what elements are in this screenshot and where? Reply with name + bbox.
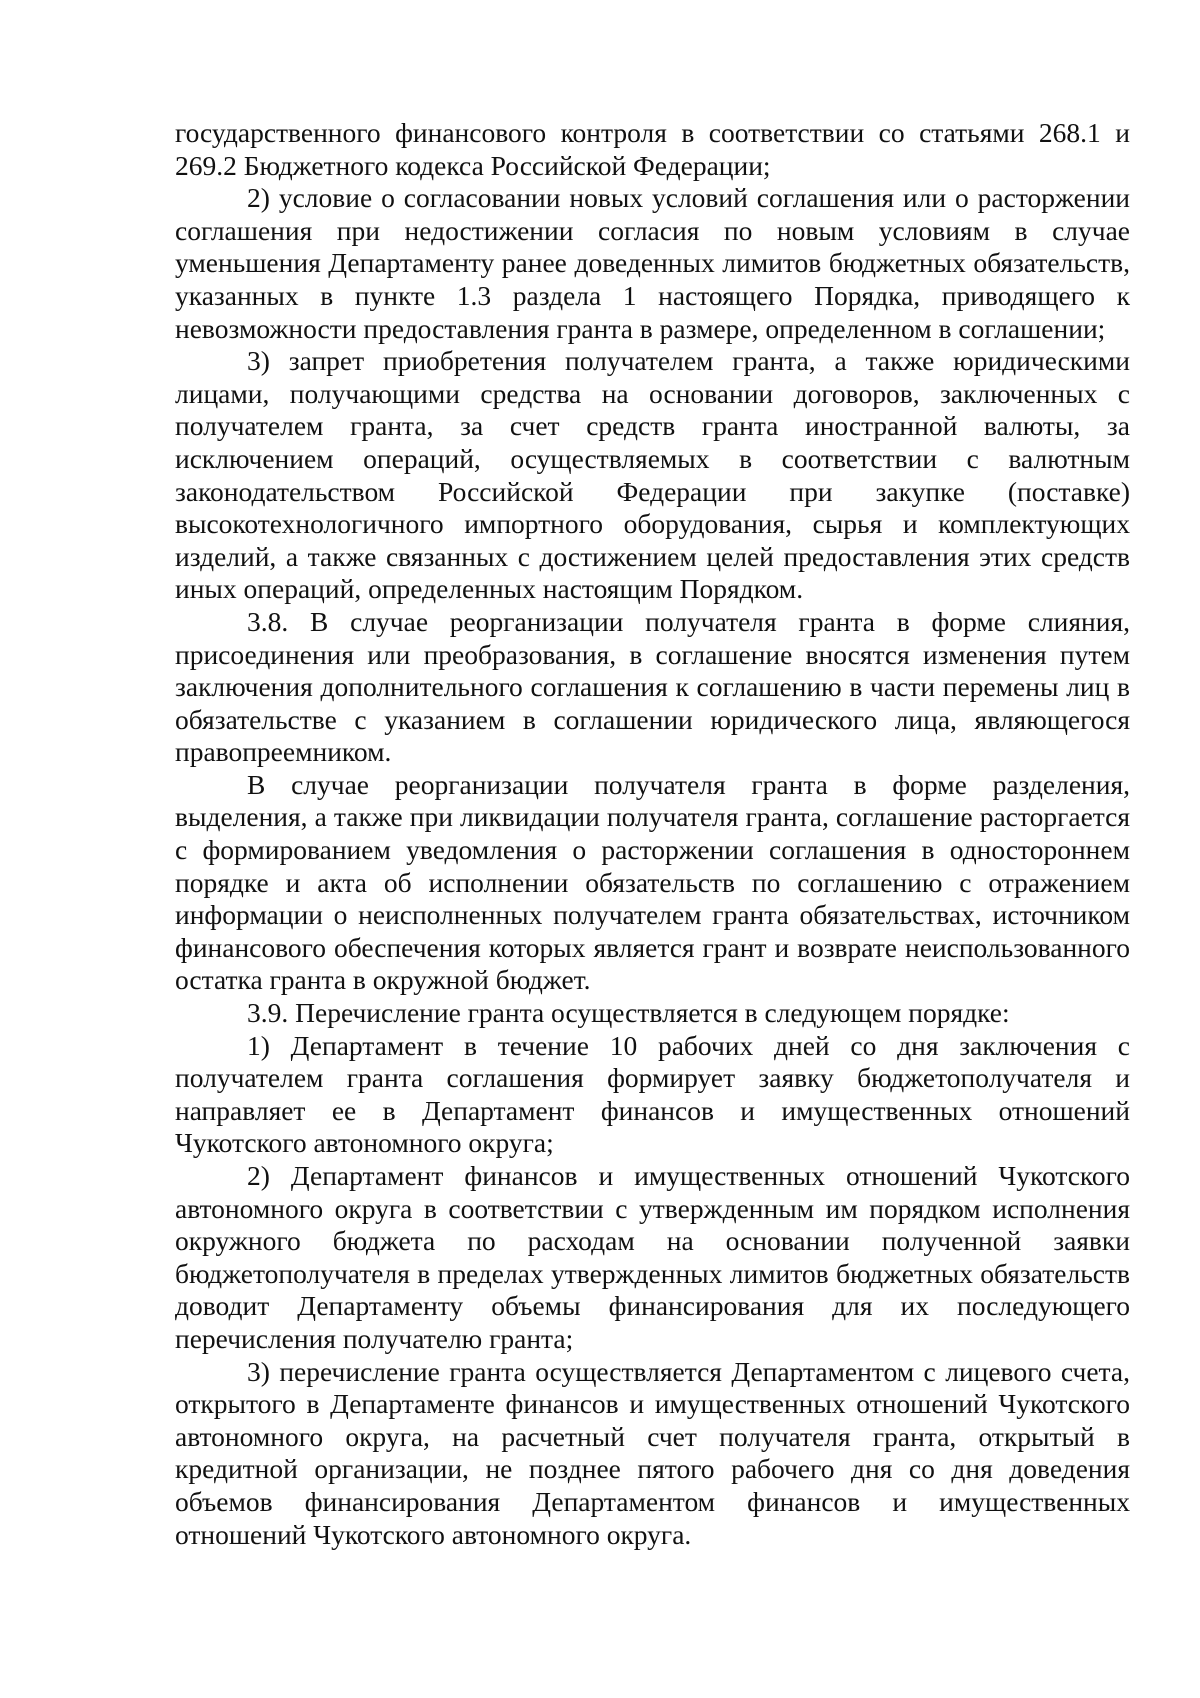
paragraph-3-9-item-3: 3) перечисление гранта осуществляется Департаментом с лицевого счета, открытого в Департаменте финансов и имущественных отношений Чукотского автономного округа, на расчетный счет получателя гранта, открытый в кредитной организации, не позднее пятого рабочего дня со дня доведения объемов финансирования Департаментом финансов и имущественных отношений Чукотского автономного округа. (175, 1355, 1130, 1550)
paragraph-3-9: 3.9. Перечисление гранта осуществляется в следующем порядке: (247, 997, 1010, 1029)
document-page (175, 117, 1130, 1551)
paragraph-reorganization: В случае реорганизации получателя гранта в форме разделения, выделения, а также при ликвидации получателя гранта, соглашение расторгается с формированием уведомления о расторжении соглашения в одностороннем порядке и акта об исполнении обязательств по соглашению с отражением информации о неисполненных получателем гранта обязательствах, источником финансового обеспечения которых является грант и возврате неиспользованного остатка гранта в окружной бюджет. (175, 768, 1130, 996)
paragraph-item-3: 3) запрет приобретения получателем гранта, а также юридическими лицами, получающими средства на основании договоров, заключенных с получателем гранта, за счет средств гранта иностранной валюты, за исключением операций, осуществляемых в соответствии с валютным законодательством Российской Федерации при закупке (поставке) высокотехнологичного импортного оборудования, сырья и комплектующих изделий, а также связанных с достижением целей предоставления этих средств иных операций, определенных настоящим Порядком. (175, 345, 1130, 605)
paragraph-3-9-item-2: 2) Департамент финансов и имущественных отношений Чукотского автономного округа в соответствии с утвержденным им порядком исполнения окружного бюджета по расходам на основании полученной заявки бюджетополучателя в пределах утвержденных лимитов бюджетных обязательств доводит Департаменту объемы финансирования для их последующего перечисления получателю гранта; (175, 1160, 1130, 1354)
paragraph-item-2: 2) условие о согласовании новых условий соглашения или о расторжении соглашения при недостижении согласия по новым условиям в случае уменьшения Департаменту ранее доведенных лимитов бюджетных обязательств, указанных в пункте 1.3 раздела 1 настоящего Порядка, приводящего к невозможности предоставления гранта в размере, определенном в соглашении; (175, 182, 1130, 344)
paragraph-continuation: государственного финансового контроля в соответствии со статьями 268.1 и 269.2 Бюджетного кодекса Российской Федерации; (175, 117, 1130, 181)
paragraph-3-9-item-1: 1) Департамент в течение 10 рабочих дней со дня заключения с получателем гранта соглашения формирует заявку бюджетополучателя и направляет ее в Департамент финансов и имущественных отношений Чукотского автономного округа; (175, 1029, 1130, 1159)
paragraph-3-8: 3.8. В случае реорганизации получателя гранта в форме слияния, присоединения или преобразования, в соглашение вносятся изменения путем заключения дополнительного соглашения к соглашению в части перемены лиц в обязательстве с указанием в соглашении юридического лица, являющегося правопреемником. (175, 605, 1130, 768)
